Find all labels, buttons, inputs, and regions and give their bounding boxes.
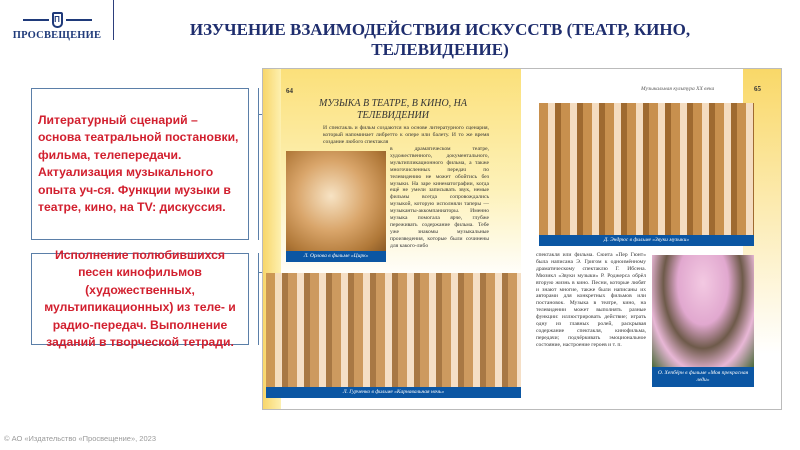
logo-text: ПРОСВЕЩЕНИЕ bbox=[12, 30, 102, 41]
text-box-songs-text: Исполнение полюбившихся песен кинофильмов (художественных, мультипикационных) из теле- и радио-передач. Выполнение заданий в творческой тетради. bbox=[44, 247, 236, 349]
connector-line bbox=[258, 88, 259, 240]
running-head: Музыкальная культура XX века bbox=[641, 86, 715, 92]
connector-line bbox=[258, 253, 259, 345]
right-page bbox=[521, 69, 782, 409]
photo-gurchenko bbox=[266, 273, 521, 387]
publisher-logo bbox=[12, 10, 102, 46]
intro-text: И спектакль и фильм создаются на основе литературного сценария, который напоминает либретто к опере или балету. И то же время создание любого спектакля bbox=[323, 125, 489, 145]
body-text: в драматическом театре, художественного, документального, мультипликационного фильма, а также многочисленных передач по телевидению не может обойтись без музыки. На заре кинематографии, когда ещё не умели записывать звук, немые фильмы всегда сопровождались музыкой, которую исполняли таперы — музыканты-аккомпаниаторы. Именно музыка помогала ярче, глубже переживать содержание фильма. Тебе уже знакомы музыкальные произведения, которые были сочинены для какого-либо bbox=[390, 146, 489, 249]
textbook-spread bbox=[262, 68, 782, 410]
photo-caption: О. Хепбёрн в фильме «Моя прекрасная леди» bbox=[652, 367, 754, 387]
photo-hepburn bbox=[652, 255, 754, 367]
header-divider bbox=[113, 0, 114, 40]
body-text: спектакля или фильма. Сюита «Пер Гюнт» была написана Э. Григом к одноимённому драматическому спектаклю Г. Ибсена. Мюзикл «Звуки музыки» Р. Роджерса обрёл вторую жизнь в кино. Песни, которые любят и знают многие, также были написаны их авторами для конкретных фильмов или постановок. Музыка в театре, кино, на телевидении может выполнять разные функции: иллюстрировать действие; играть одну из главных ролей, раскрывая содержание спектакля, кинофильма, передачи; подчёркивать эмоциональное состояние, настроение героев и т. п. bbox=[536, 252, 646, 348]
photo-caption: Д. Эндрюс в фильме «Звуки музыки» bbox=[539, 235, 754, 246]
page-heading: МУЗЫКА В ТЕАТРЕ, В КИНО, НА ТЕЛЕВИДЕНИИ bbox=[318, 98, 467, 121]
page-number: 65 bbox=[754, 85, 761, 93]
text-box-scenario-text: Литературный сценарий – основа театральной постановки, фильма, телепередачи. Актуализация музыкального опыта уч-ся. Функции музыки в театре, кино, на TV: дискуссия. bbox=[38, 112, 239, 214]
photo-caption: Л. Орлова в фильме «Цирк» bbox=[286, 251, 386, 262]
logo-mark: П bbox=[12, 10, 102, 30]
photo-andrews bbox=[539, 103, 754, 235]
photo-caption: Л. Гурченко в фильме «Карнавальная ночь» bbox=[266, 387, 521, 398]
copyright-footer: © АО «Издательство «Просвещение», 2023 bbox=[4, 434, 156, 443]
text-box-scenario bbox=[31, 88, 249, 240]
left-page bbox=[263, 69, 521, 409]
page-number: 64 bbox=[286, 87, 293, 95]
slide-title: ИЗУЧЕНИЕ ВЗАИМОДЕЙСТВИЯ ИСКУССТВ (ТЕАТР, КИНО, ТЕЛЕВИДЕНИЕ) bbox=[189, 20, 691, 59]
photo-orlova bbox=[286, 151, 386, 251]
text-box-songs bbox=[31, 247, 249, 349]
